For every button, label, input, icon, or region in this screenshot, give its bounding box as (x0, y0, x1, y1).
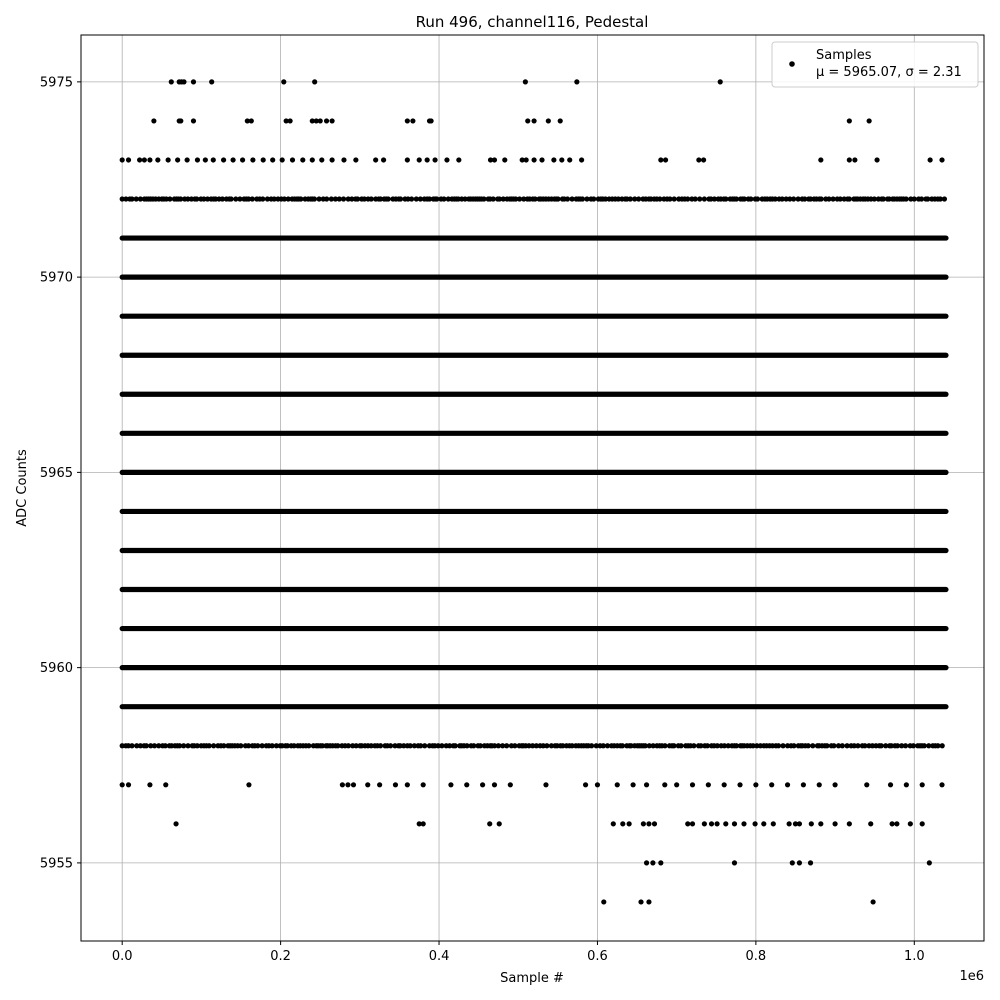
data-point (324, 118, 329, 123)
data-point (504, 743, 509, 748)
data-point (492, 782, 497, 787)
x-tick-label: 0.4 (428, 949, 450, 964)
data-point (281, 79, 286, 84)
data-point (280, 157, 285, 162)
data-point (543, 782, 548, 787)
data-point (852, 157, 857, 162)
data-point (864, 782, 869, 787)
data-point (615, 782, 620, 787)
data-point (221, 157, 226, 162)
data-point (191, 79, 196, 84)
data-point (432, 157, 437, 162)
data-point (847, 118, 852, 123)
data-point (808, 860, 813, 865)
data-point (714, 821, 719, 826)
data-point (658, 860, 663, 865)
data-point (340, 782, 345, 787)
data-point (939, 782, 944, 787)
data-point (840, 743, 845, 748)
data-point (641, 821, 646, 826)
data-point (646, 899, 651, 904)
data-point (646, 821, 651, 826)
data-point (755, 196, 760, 201)
data-point (185, 157, 190, 162)
data-point (644, 782, 649, 787)
data-point (175, 157, 180, 162)
data-point (169, 79, 174, 84)
data-point (310, 157, 315, 162)
data-point (551, 157, 556, 162)
data-point (650, 860, 655, 865)
data-point (630, 782, 635, 787)
data-point (409, 196, 414, 201)
data-point (583, 782, 588, 787)
data-point (129, 743, 134, 748)
chart-title: Run 496, channel116, Pedestal (415, 13, 649, 31)
data-point (421, 821, 426, 826)
legend (772, 42, 978, 87)
data-point (142, 157, 147, 162)
data-point (589, 743, 594, 748)
data-point (393, 782, 398, 787)
x-tick-label: 0.0 (111, 949, 133, 964)
data-point (163, 782, 168, 787)
data-point (497, 821, 502, 826)
data-point (559, 157, 564, 162)
data-point (810, 743, 815, 748)
data-point (531, 118, 536, 123)
data-point (785, 782, 790, 787)
data-point (832, 782, 837, 787)
data-point (531, 157, 536, 162)
data-point (341, 157, 346, 162)
data-point (672, 196, 677, 201)
data-point (167, 196, 172, 201)
data-point (787, 821, 792, 826)
data-point (579, 157, 584, 162)
data-point (195, 157, 200, 162)
data-point (627, 821, 632, 826)
data-point (405, 782, 410, 787)
data-point (448, 782, 453, 787)
data-point (723, 821, 728, 826)
data-point (410, 118, 415, 123)
data-point (341, 196, 346, 201)
data-point (690, 821, 695, 826)
data-point (928, 157, 933, 162)
data-point (904, 782, 909, 787)
data-point (211, 157, 216, 162)
x-tick-label: 1.0 (903, 949, 925, 964)
legend-series-stats: μ = 5965.07, σ = 2.31 (816, 65, 962, 80)
data-point (706, 782, 711, 787)
data-point (890, 821, 895, 826)
data-point (855, 743, 860, 748)
data-point (790, 860, 795, 865)
data-point (658, 157, 663, 162)
data-point (369, 196, 374, 201)
data-point (702, 196, 707, 201)
data-point (888, 782, 893, 787)
data-point (818, 157, 823, 162)
data-point (508, 782, 513, 787)
data-point (555, 196, 560, 201)
data-point (381, 157, 386, 162)
data-point (173, 821, 178, 826)
data-point (776, 743, 781, 748)
data-point (229, 196, 234, 201)
x-tick-label: 0.2 (270, 949, 291, 964)
data-point (365, 782, 370, 787)
data-point (620, 821, 625, 826)
data-point (824, 743, 829, 748)
data-point (871, 899, 876, 904)
data-point (847, 821, 852, 826)
data-point (769, 782, 774, 787)
y-tick-label: 5955 (39, 856, 73, 872)
data-point (761, 821, 766, 826)
y-tick-label: 5970 (39, 270, 73, 286)
data-point (345, 782, 350, 787)
data-point (662, 743, 667, 748)
data-point (492, 157, 497, 162)
data-point (652, 821, 657, 826)
data-point (120, 157, 125, 162)
data-point (580, 196, 585, 201)
data-point (544, 743, 549, 748)
data-point (797, 860, 802, 865)
data-point (151, 118, 156, 123)
data-point (748, 196, 753, 201)
data-point (879, 743, 884, 748)
data-point (306, 743, 311, 748)
data-point (524, 157, 529, 162)
data-point (388, 743, 393, 748)
data-point (732, 860, 737, 865)
data-point (270, 157, 275, 162)
data-point (942, 196, 947, 201)
data-point (638, 899, 643, 904)
data-point (329, 157, 334, 162)
data-point (386, 196, 391, 201)
data-point (847, 157, 852, 162)
data-point (868, 821, 873, 826)
data-point (644, 860, 649, 865)
data-point (741, 821, 746, 826)
data-point (453, 743, 458, 748)
data-point (940, 743, 945, 748)
data-point (425, 157, 430, 162)
data-point (753, 782, 758, 787)
data-point (502, 157, 507, 162)
legend-marker (789, 61, 795, 67)
data-point (718, 79, 723, 84)
data-point (238, 743, 243, 748)
data-point (421, 782, 426, 787)
data-point (674, 782, 679, 787)
data-point (663, 157, 668, 162)
data-point (817, 782, 822, 787)
data-point (491, 196, 496, 201)
data-point (847, 196, 852, 201)
data-point (417, 157, 422, 162)
data-point (908, 821, 913, 826)
data-point (874, 157, 879, 162)
data-point (300, 157, 305, 162)
data-point (209, 79, 214, 84)
data-point (464, 782, 469, 787)
data-point (181, 79, 186, 84)
data-point (601, 899, 606, 904)
data-point (737, 782, 742, 787)
data-point (709, 821, 714, 826)
data-point (429, 118, 434, 123)
data-point (398, 196, 403, 201)
data-point (191, 118, 196, 123)
data-point (312, 196, 317, 201)
data-point (318, 118, 323, 123)
data-point (701, 157, 706, 162)
data-point (456, 157, 461, 162)
data-point (405, 118, 410, 123)
data-point (260, 196, 265, 201)
data-point (155, 157, 160, 162)
data-point (525, 118, 530, 123)
data-point (832, 821, 837, 826)
data-point (801, 782, 806, 787)
data-point (920, 821, 925, 826)
data-point (819, 196, 824, 201)
data-point (261, 157, 266, 162)
legend-series-name: Samples (816, 48, 872, 63)
data-point (693, 196, 698, 201)
y-axis-label: ADC Counts (15, 449, 30, 527)
data-point (574, 79, 579, 84)
data-point (166, 157, 171, 162)
data-point (422, 743, 427, 748)
data-point (126, 782, 131, 787)
x-tick-label: 0.8 (745, 949, 767, 964)
x-axis-offset-label: 1e6 (959, 969, 984, 984)
data-point (240, 157, 245, 162)
data-point (319, 157, 324, 162)
data-point (565, 196, 570, 201)
data-point (324, 196, 329, 201)
data-point (147, 157, 152, 162)
data-point (927, 860, 932, 865)
data-point (249, 118, 254, 123)
data-point (126, 157, 131, 162)
data-point (780, 743, 785, 748)
data-point (290, 157, 295, 162)
data-point (818, 821, 823, 826)
data-point (696, 157, 701, 162)
data-point (207, 743, 212, 748)
data-point (487, 821, 492, 826)
data-point (922, 743, 927, 748)
data-point (250, 196, 255, 201)
data-point (806, 743, 811, 748)
y-tick-label: 5960 (39, 661, 73, 677)
data-point (230, 157, 235, 162)
data-point (329, 118, 334, 123)
data-point (523, 79, 528, 84)
data-point (288, 118, 293, 123)
data-point (546, 118, 551, 123)
data-point (611, 821, 616, 826)
data-point (351, 782, 356, 787)
data-point (567, 157, 572, 162)
data-point (791, 196, 796, 201)
data-point (591, 196, 596, 201)
data-point (558, 118, 563, 123)
data-point (771, 821, 776, 826)
data-point (691, 743, 696, 748)
y-tick-label: 5965 (39, 465, 73, 481)
data-point (147, 782, 152, 787)
data-point (539, 157, 544, 162)
data-point (697, 196, 702, 201)
data-point (904, 196, 909, 201)
data-point (732, 821, 737, 826)
data-point (797, 821, 802, 826)
data-point (444, 157, 449, 162)
x-tick-label: 0.6 (587, 949, 608, 964)
data-point (373, 157, 378, 162)
data-point (203, 157, 208, 162)
data-point (867, 118, 872, 123)
data-point (137, 157, 142, 162)
data-point (377, 782, 382, 787)
data-point (831, 743, 836, 748)
data-point (405, 157, 410, 162)
data-point (678, 743, 683, 748)
data-point (903, 743, 908, 748)
data-point (595, 782, 600, 787)
data-point (353, 157, 358, 162)
data-point (722, 782, 727, 787)
data-point (752, 821, 757, 826)
data-point (809, 821, 814, 826)
data-point (939, 157, 944, 162)
data-point (662, 782, 667, 787)
data-point (702, 821, 707, 826)
data-point (178, 118, 183, 123)
data-point (378, 743, 383, 748)
data-point (312, 79, 317, 84)
data-point (250, 157, 255, 162)
data-point (120, 782, 125, 787)
data-point (685, 821, 690, 826)
data-point (920, 782, 925, 787)
data-point (480, 782, 485, 787)
x-axis-label: Sample # (500, 971, 564, 986)
y-tick-label: 5975 (39, 75, 73, 91)
data-point (246, 782, 251, 787)
data-point (894, 821, 899, 826)
data-point (690, 782, 695, 787)
